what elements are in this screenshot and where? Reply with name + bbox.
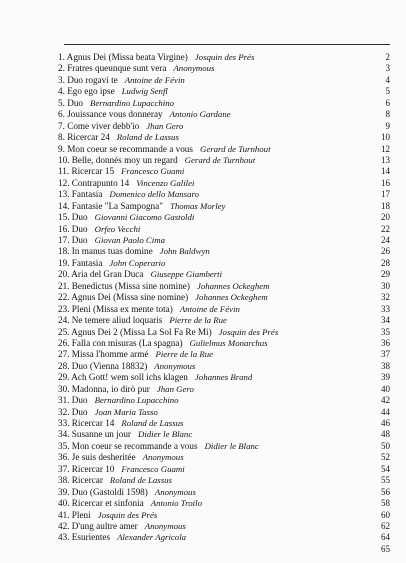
toc-entry (58, 178, 390, 189)
entry-title: 5. Duo (58, 97, 84, 108)
entry-composer: Jhan Gero (156, 383, 194, 394)
entry-composer: Anonymous (154, 360, 196, 371)
toc-entry (58, 52, 390, 63)
entry-page-number: 29 (381, 269, 390, 280)
toc-entry (58, 292, 390, 303)
entry-composer: Roland de Lassus (121, 418, 184, 428)
entry-title: 15. Duo (58, 212, 88, 223)
entry-page-number: 4 (385, 74, 390, 85)
entry-composer: Gerard de Turnhout (199, 143, 271, 154)
entry-page-number: 35 (381, 326, 390, 337)
entry-page-number: 37 (381, 349, 390, 360)
toc-entry (58, 132, 390, 143)
entry-page-number: 24 (381, 235, 390, 245)
entry-composer: Johannes Ockeghem (195, 292, 268, 303)
entry-composer: Roland de Lassus (109, 475, 172, 486)
toc-entry (58, 487, 390, 498)
entry-composer: Giuseppe Giamberti (150, 269, 223, 280)
entry-page-number: 44 (381, 406, 390, 417)
entry-page-number: 46 (381, 418, 390, 428)
entry-title: 28. Duo (Vienna 18832) (58, 360, 148, 371)
entry-title: 38. Ricercar (58, 475, 103, 486)
toc-entry (58, 281, 390, 292)
entry-title: 16. Duo (58, 223, 88, 234)
entry-page-number: 26 (381, 246, 390, 257)
entry-title: 43. Esurientes (58, 532, 111, 543)
entry-composer: Thomas Morley (169, 200, 226, 211)
entry-title: 39. Duo (Gastoldi 1598) (58, 486, 148, 497)
entry-composer: Didier le Blanc (204, 440, 259, 451)
table-of-contents (58, 52, 390, 555)
entry-composer: Josquin des Prés (218, 326, 279, 337)
entry-page-number: 8 (385, 109, 390, 120)
entry-page-number: 42 (381, 395, 390, 406)
entry-title: 23. Pleni (Missa ex mente tota) (58, 303, 173, 314)
toc-entry (58, 63, 390, 74)
toc-entry (58, 246, 390, 257)
entry-title: 42. D'ung aultre amer (58, 520, 138, 531)
entry-title: 21. Benedictus (Missa sine nomine) (58, 280, 190, 291)
entry-page-number: 20 (381, 212, 390, 223)
trailing-page-number: 65 (381, 543, 390, 554)
entry-composer: Orfeo Vecchi (94, 223, 141, 234)
toc-entry (58, 464, 390, 475)
entry-title: 8. Ricercar 24 (58, 132, 110, 143)
entry-page-number: 39 (381, 372, 390, 383)
entry-composer: Antoine de Févin (179, 303, 240, 314)
entry-title: 6. Jouissance vous donneray (58, 109, 163, 120)
entry-title: 41. Pleni (58, 509, 91, 520)
toc-entry (58, 189, 390, 200)
entry-composer: Josquin des Prés (194, 52, 255, 62)
entry-composer: Joan Maria Tasso (94, 406, 158, 417)
entry-composer: Didier le Blanc (137, 429, 193, 440)
toc-entry (58, 338, 390, 349)
entry-page-number: 64 (381, 532, 390, 543)
entry-page-number: 34 (381, 315, 390, 326)
entry-page-number: 17 (381, 189, 390, 200)
toc-entry (58, 212, 390, 223)
toc-entry (58, 510, 390, 521)
entry-title: 4. Ego ego ipse (58, 86, 115, 97)
entry-title: 30. Madonna, io dirò pur (58, 383, 150, 394)
entry-title: 36. Je suis desheritée (58, 452, 136, 463)
entry-title: 13. Fantasia (58, 189, 103, 200)
entry-composer: Pierre de la Rue (155, 349, 214, 360)
entry-page-number: 54 (381, 463, 390, 474)
toc-entry (58, 429, 390, 440)
entry-composer: Anonymous (144, 520, 186, 531)
entry-composer: Anonymous (154, 486, 196, 497)
toc-entry (58, 407, 390, 418)
entry-page-number: 50 (381, 440, 390, 451)
toc-entry (58, 475, 390, 486)
entry-composer: Gerard de Turnhout (184, 154, 256, 165)
entry-composer: Bernardino Lupacchino (90, 97, 174, 108)
entry-composer: Bernardino Lupacchino (94, 395, 179, 406)
entry-page-number: 32 (381, 292, 390, 303)
entry-title: 29. Ach Gott! wem soll ichs klagen (58, 372, 188, 383)
entry-composer: John Coperario (109, 257, 166, 268)
entry-page-number: 10 (381, 132, 390, 143)
toc-entry (58, 384, 390, 395)
entry-title: 31. Duo (58, 395, 88, 406)
entry-title: 10. Belle, donnés moy un regard (58, 154, 178, 165)
entry-composer: Domenico dello Mansaro (109, 189, 199, 200)
toc-entry (58, 441, 390, 452)
entry-composer: Jhan Gero (146, 120, 184, 131)
entry-title: 25. Agnus Dei 2 (Missa La Sol Fa Re Mi) (58, 326, 212, 337)
entry-title: 7. Come viver debb'io (58, 120, 140, 131)
entry-title: 20. Aria del Gran Duca (58, 269, 144, 280)
entry-page-number: 22 (381, 223, 390, 234)
entry-composer: Roland de Lassus (116, 132, 179, 143)
toc-entry (58, 109, 390, 120)
entry-title: 2. Fratres queunque sunt vera (58, 63, 167, 74)
toc-entry (58, 144, 390, 155)
entry-composer: Vincenzo Galilei (136, 177, 195, 188)
entry-page-number: 5 (385, 86, 390, 97)
entry-title: 32. Duo (58, 406, 88, 417)
entry-title: 12. Contrapunto 14 (58, 177, 130, 188)
entry-composer: Giovan Paolo Cima (94, 235, 165, 245)
toc-entry (58, 201, 390, 212)
entry-composer: Antoine de Févin (124, 74, 185, 85)
entry-composer: Ludwig Senfl (121, 86, 168, 97)
toc-entry (58, 315, 390, 326)
entry-page-number: 18 (381, 200, 390, 211)
entry-title: 33. Ricercar 14 (58, 418, 115, 428)
entry-composer: Alexander Agricola (117, 532, 187, 543)
entry-page-number: 2 (385, 52, 390, 62)
entry-page-number: 48 (381, 429, 390, 440)
entry-title: 19. Fantasia (58, 257, 103, 268)
entry-page-number: 52 (381, 452, 390, 463)
entry-composer: Gulielmus Monarchus (189, 337, 268, 348)
entry-page-number: 28 (381, 257, 390, 268)
toc-entry (58, 349, 390, 360)
toc-entry (58, 224, 390, 235)
toc-entry (58, 521, 390, 532)
toc-entry (58, 166, 390, 177)
entry-page-number: 60 (381, 509, 390, 520)
entry-composer: Johannes Ockeghem (196, 280, 270, 291)
entry-page-number: 58 (381, 498, 390, 509)
entry-composer: Johannes Brand (194, 372, 253, 383)
entry-page-number: 3 (385, 63, 390, 74)
toc-entry (58, 418, 390, 429)
entry-page-number: 13 (381, 154, 390, 165)
entry-page-number: 38 (381, 360, 390, 371)
toc-entry (58, 269, 390, 280)
toc-entry (58, 258, 390, 269)
entry-page-number: 33 (381, 303, 390, 314)
entry-title: 17. Duo (58, 235, 88, 245)
entry-page-number: 55 (381, 475, 390, 486)
entry-page-number: 9 (385, 120, 390, 131)
entry-composer: Francesco Guami (121, 463, 185, 474)
entry-composer: Antonio Troilo (150, 498, 202, 509)
entry-page-number: 12 (381, 143, 390, 154)
entry-title: 35. Mon coeur se recommande a vous (58, 440, 198, 451)
entry-title: 3. Duo rogavi te (58, 74, 118, 85)
entry-title: 40. Ricercar et sinfonia (58, 498, 144, 509)
entry-title: 22. Agnus Dei (Missa sine nomine) (58, 292, 189, 303)
entry-composer: Giovanni Giacomo Gastoldi (94, 212, 195, 223)
entry-composer: John Baldwyn (159, 246, 210, 257)
entry-composer: Anonymous (142, 452, 184, 463)
entry-page-number: 62 (381, 520, 390, 531)
entry-page-number: 36 (381, 337, 390, 348)
toc-entry (58, 304, 390, 315)
entry-composer: Francesco Guami (121, 166, 185, 177)
entry-composer: Anonymous (173, 63, 215, 74)
toc-entry (58, 498, 390, 509)
toc-entry (58, 372, 390, 383)
entry-composer: Antonio Gardane (169, 109, 231, 120)
entry-title: 1. Agnus Dei (Missa beata Virgine) (58, 52, 188, 62)
toc-entry (58, 86, 390, 97)
entry-title: 14. Fantasie "La Sampogna" (58, 200, 163, 211)
entry-composer: Josquin des Prés (97, 509, 158, 520)
toc-trailing-row (58, 544, 390, 555)
toc-entry (58, 327, 390, 338)
entry-page-number: 14 (381, 166, 390, 177)
toc-entry (58, 532, 390, 543)
toc-entry (58, 395, 390, 406)
entry-title: 27. Missa l'homme armé (58, 349, 149, 360)
toc-entry (58, 98, 390, 109)
entry-title: 9. Mon coeur se recommande a vous (58, 143, 193, 154)
entry-title: 34. Susanne un jour (58, 429, 131, 440)
entry-title: 26. Falla con misuras (La spagna) (58, 337, 183, 348)
entry-title: 11. Ricercar 15 (58, 166, 115, 177)
entry-page-number: 40 (381, 383, 390, 394)
entry-composer: Pierre de la Rue (169, 315, 227, 326)
entry-title: 18. In manus tuas domine (58, 246, 153, 257)
toc-entry (58, 361, 390, 372)
toc-entry (58, 452, 390, 463)
entry-page-number: 6 (385, 97, 390, 108)
entry-title: 37. Ricercar 10 (58, 463, 115, 474)
entry-title: 24. Ne temere aliud loquaris (58, 315, 163, 326)
entry-page-number: 56 (381, 486, 390, 497)
toc-entry (58, 75, 390, 86)
entry-page-number: 30 (381, 280, 390, 291)
toc-entry (58, 155, 390, 166)
toc-entry (58, 121, 390, 132)
entry-page-number: 16 (381, 177, 390, 188)
header-rule (64, 44, 390, 45)
toc-entry (58, 235, 390, 246)
